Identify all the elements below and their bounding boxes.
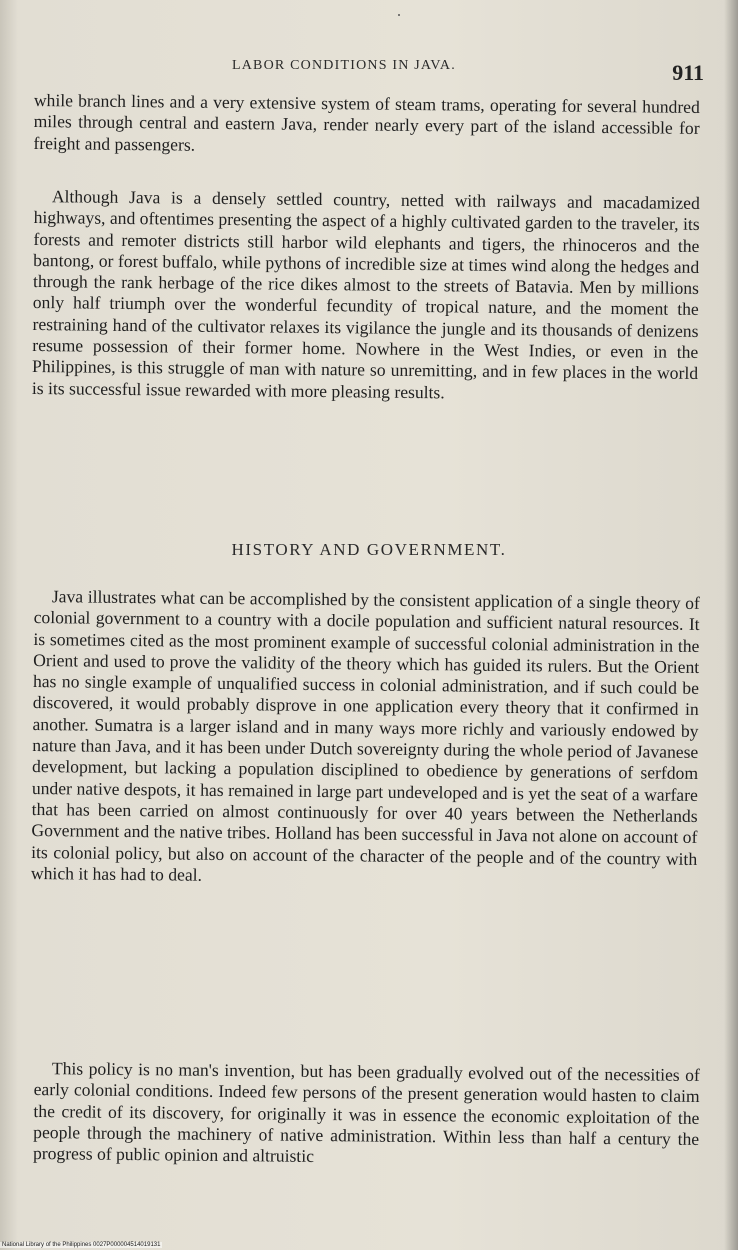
paragraph-4-block (33, 1058, 700, 1171)
paragraph-4: This policy is no man's invention, but has been gradually evolved out of the necessities of early colonial conditions. Indeed few persons of the present generation would hasten to claim the credit of its discovery, for originally it was in essence the economic exploitation of the people through the machinery of native administration. Within less than half a century the progress of public opinion and altruistic (32, 1058, 700, 1167)
scan-speck (398, 14, 400, 16)
paragraph-2-block (32, 186, 700, 406)
paragraph-3: Java illustrates what can be accomplished by the consistent application of a single theory of colonial government to a country with a docile population and sufficient natural resources. It is sometimes cited as the most prominent example of successful colonial administration in the Orient and used to prove the validity of the theory which has guided its rulers. But the Orient has no single example of unqualified success in colonial administration, and if such could be discovered, it would probably disprove in one application every theory that it confirmed in another. Sumatra is a larger island and in many ways more richly and variously endowed by nature than Java, and it has been under Dutch sovereignty during the whole period of Javanese development, but lacking a population disciplined to obedience by generations of serfdom under native despots, it has remained in large part undeveloped and is yet the seat of a warfare that has been carried on almost continuously for over 40 years between the Netherlands Government and the native tribes. Holland has been successful in Java not alone on account of its colonial policy, but also on account of the character of the people and of the country with which it has had to deal. (30, 586, 700, 885)
running-head (0, 58, 738, 88)
scan-credit: National Library of the Philippines 0027P000004514019131 (2, 1242, 161, 1248)
paragraph-1: while branch lines and a very extensive system of steam trams, operating for several hundred miles through central and eastern Java, render nearly every part of the island accessible for freight and passengers. (33, 90, 700, 155)
section-heading: HISTORY AND GOVERNMENT. (231, 540, 507, 559)
page-number: 911 (672, 60, 704, 85)
paragraph-3-block (31, 586, 700, 891)
running-title: LABOR CONDITIONS IN JAVA. (232, 58, 456, 73)
paragraph-1-block (33, 90, 700, 161)
paragraph-2: Although Java is a densely settled country, netted with railways and macadamized highways, and oftentimes presenting the aspect of a highly cultivated garden to the traveler, its forests and remoter districts still harbor wild elephants and tigers, the rhinoceros and the bantong, or forest buffalo, while pythons of incredible size at times wind along the hedges and through the rank herbage of the rice dikes almost to the streets of Batavia. Men by millions only half triumph over the wonderful fecundity of tropical nature, and the moment the restraining hand of the cultivator relaxes its vigilance the jungle and its thousands of denizens resume possession of their former home. Nowhere in the West Indies, or even in the Philippines, is this struggle of man with nature so unremitting, and in few places in the world is its successful issue rewarded with more pleasing results. (31, 186, 700, 402)
